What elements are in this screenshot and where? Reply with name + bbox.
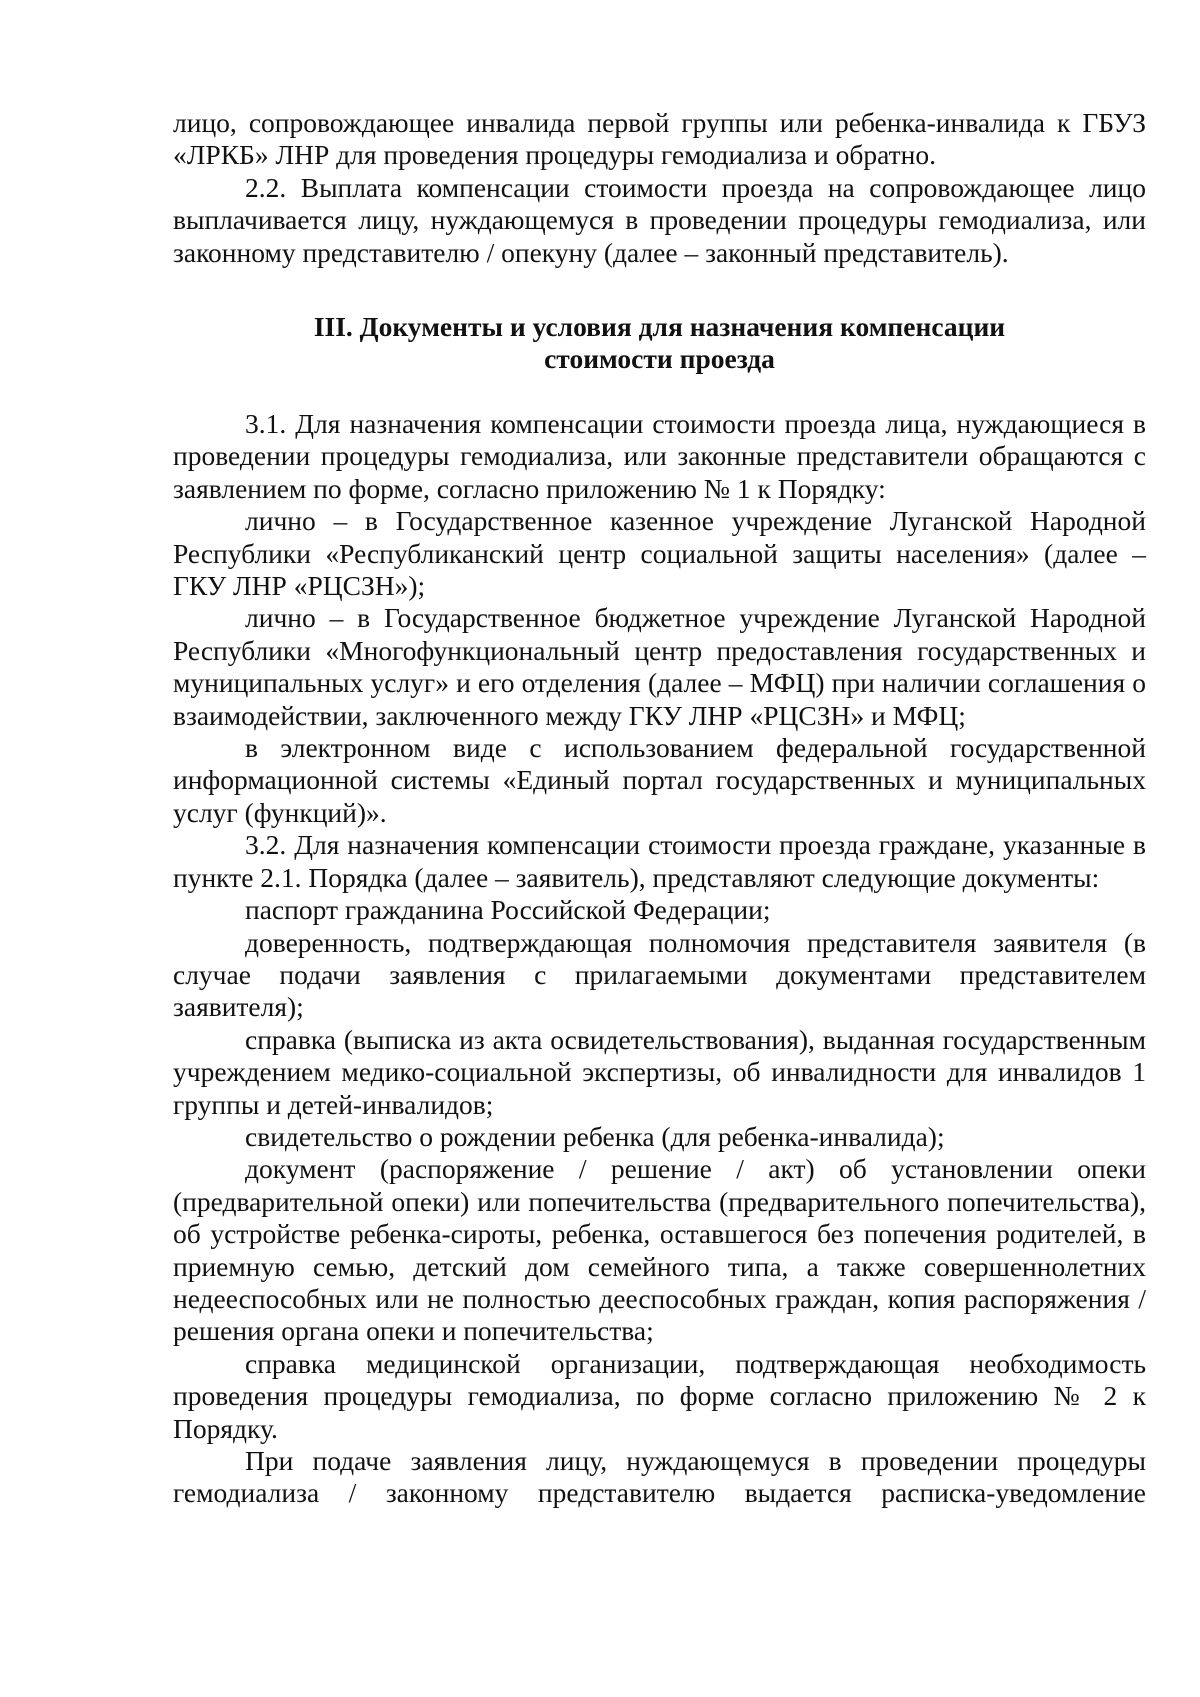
- paragraph-2-2: 2.2. Выплата компенсации стоимости проезда на сопровождающее лицо выплачивается лицу, нуждающемуся в проведении процедуры гемодиализа, или законному представителю / опекуну (далее – законный представитель).: [173, 171, 1146, 268]
- paragraph-receipt-notice: При подаче заявления лицу, нуждающемуся в проведении процедуры гемодиализа / законному представителю выдается расписка-уведомление: [173, 1445, 1146, 1509]
- list-item-birth-certificate: свидетельство о рождении ребенка (для ребенка-инвалида);: [245, 1120, 945, 1152]
- section-heading-line1: III. Документы и условия для назначения компенсации: [313, 311, 1006, 342]
- list-item-in-person-rcszn: лично – в Государственное казенное учреждение Луганской Народной Республики «Республиканский центр социальной защиты населения» (далее – ГКУ ЛНР «РЦСЗН»);: [173, 505, 1146, 602]
- paragraph-3-1: 3.1. Для назначения компенсации стоимости проезда лица, нуждающиеся в проведении процедуры гемодиализа, или законные представители обращаются с заявлением по форме, согласно приложению № 1 к Порядку:: [173, 408, 1146, 504]
- list-item-electronic: в электронном виде с использованием федеральной государственной информационной системы «Единый портал государственных и муниципальных услуг (функций)».: [173, 732, 1146, 828]
- list-item-passport: паспорт гражданина Российской Федерации;: [245, 894, 771, 926]
- section-heading-line2: стоимости проезда: [544, 343, 775, 375]
- intro-text: [173, 107, 1146, 269]
- list-item-in-person-mfc: лично – в Государственное бюджетное учреждение Луганской Народной Республики «Многофункциональный центр предоставления государственных и муниципальных услуг» и его отделения (далее – МФЦ) при наличии соглашения о взаимодействии, заключенного между ГКУ ЛНР «РЦСЗН» и МФЦ;: [173, 602, 1146, 731]
- paragraph-continuation: лицо, сопровождающее инвалида первой группы или ребенка-инвалида к ГБУЗ «ЛРКБ» ЛНР для проведения процедуры гемодиализа и обратно.: [173, 107, 1146, 171]
- list-item-guardianship-document: документ (распоряжение / решение / акт) об установлении опеки (предварительной опеки) или попечительства (предварительного попечительства), об устройстве ребенка-сироты, ребенка, оставшегося без попечения родителей, в приемную семью, детский дом семейного типа, а также совершеннолетних недееспособных или не полностью дееспособных граждан, копия распоряжения / решения органа опеки и попечительства;: [173, 1153, 1146, 1347]
- section-text: [173, 408, 1146, 1510]
- list-item-disability-certificate: справка (выписка из акта освидетельствования), выданная государственным учреждением медико-социальной экспертизы, об инвалидности для инвалидов 1 группы и детей-инвалидов;: [173, 1023, 1146, 1120]
- list-item-medical-certificate: справка медицинской организации, подтверждающая необходимость проведения процедуры гемодиализа, по форме согласно приложению № 2 к Порядку.: [173, 1347, 1146, 1444]
- paragraph-3-2: 3.2. Для назначения компенсации стоимости проезда граждане, указанные в пункте 2.1. Порядка (далее – заявитель), представляют следующие документы:: [173, 829, 1146, 893]
- list-item-power-of-attorney: доверенность, подтверждающая полномочия представителя заявителя (в случае подачи заявления с прилагаемыми документами представителем заявителя);: [173, 926, 1146, 1023]
- section-heading: [173, 311, 1146, 376]
